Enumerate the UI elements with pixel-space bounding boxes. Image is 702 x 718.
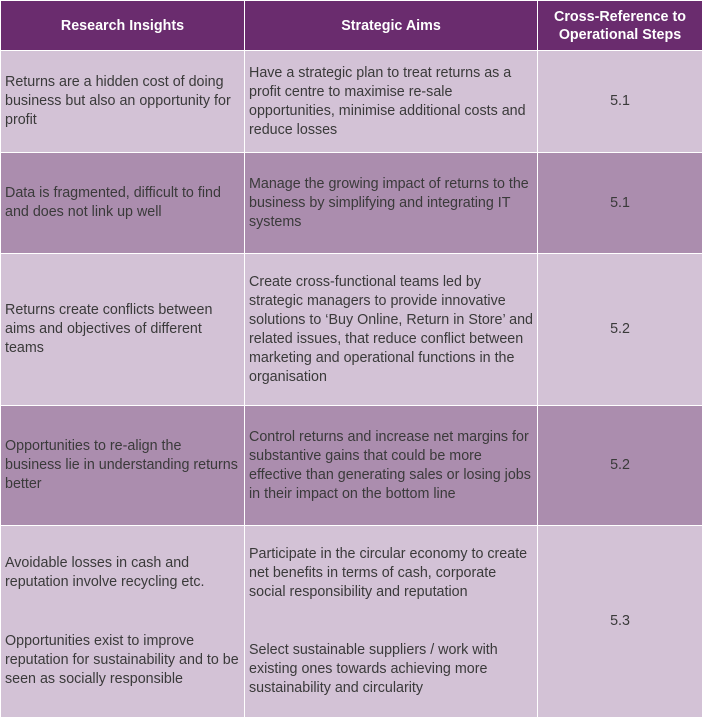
header-research-insights: Research Insights <box>1 1 245 51</box>
aim-paragraph: Participate in the circular economy to create net benefits in terms of cash, corporate social responsibility and reputation <box>249 545 533 602</box>
table-row <box>1 406 702 526</box>
aim-cell <box>245 526 538 718</box>
aim-cell: Have a strategic plan to treat returns as a profit centre to maximise re-sale opportunities, minimise additional costs and reduce losses <box>245 51 538 153</box>
table-row <box>1 51 702 153</box>
reference-cell: 5.1 <box>538 51 702 153</box>
insight-cell: Data is fragmented, difficult to find and does not link up well <box>1 153 245 254</box>
insight-paragraph: Avoidable losses in cash and reputation involve recycling etc. <box>5 554 240 592</box>
aim-cell: Control returns and increase net margins for substantive gains that could be more effective than generating sales or losing jobs in their impact on the bottom line <box>245 406 538 526</box>
reference-cell: 5.1 <box>538 153 702 254</box>
aim-paragraph: Select sustainable suppliers / work with existing ones towards achieving more sustainability and circularity <box>249 641 533 698</box>
header-strategic-aims: Strategic Aims <box>245 1 538 51</box>
table-row <box>1 526 702 718</box>
paragraph-gap <box>249 602 533 641</box>
aim-cell: Create cross-functional teams led by strategic managers to provide innovative solutions to ‘Buy Online, Return in Store’ and related issues, that reduce conflict between marketing and operational functions in the organisation <box>245 254 538 406</box>
insight-cell: Opportunities to re-align the business lie in understanding returns better <box>1 406 245 526</box>
table-row <box>1 254 702 406</box>
header-cross-reference: Cross-Reference to Operational Steps <box>538 1 702 51</box>
reference-cell: 5.2 <box>538 254 702 406</box>
insight-paragraph: Opportunities exist to improve reputation for sustainability and to be seen as socially responsible <box>5 632 240 689</box>
insight-cell <box>1 526 245 718</box>
reference-cell: 5.2 <box>538 406 702 526</box>
aim-cell: Manage the growing impact of returns to the business by simplifying and integrating IT systems <box>245 153 538 254</box>
paragraph-gap <box>5 592 240 632</box>
reference-cell: 5.3 <box>538 526 702 718</box>
table-row <box>1 153 702 254</box>
insight-cell: Returns create conflicts between aims and objectives of different teams <box>1 254 245 406</box>
insight-cell: Returns are a hidden cost of doing business but also an opportunity for profit <box>1 51 245 153</box>
header-row <box>1 1 702 51</box>
